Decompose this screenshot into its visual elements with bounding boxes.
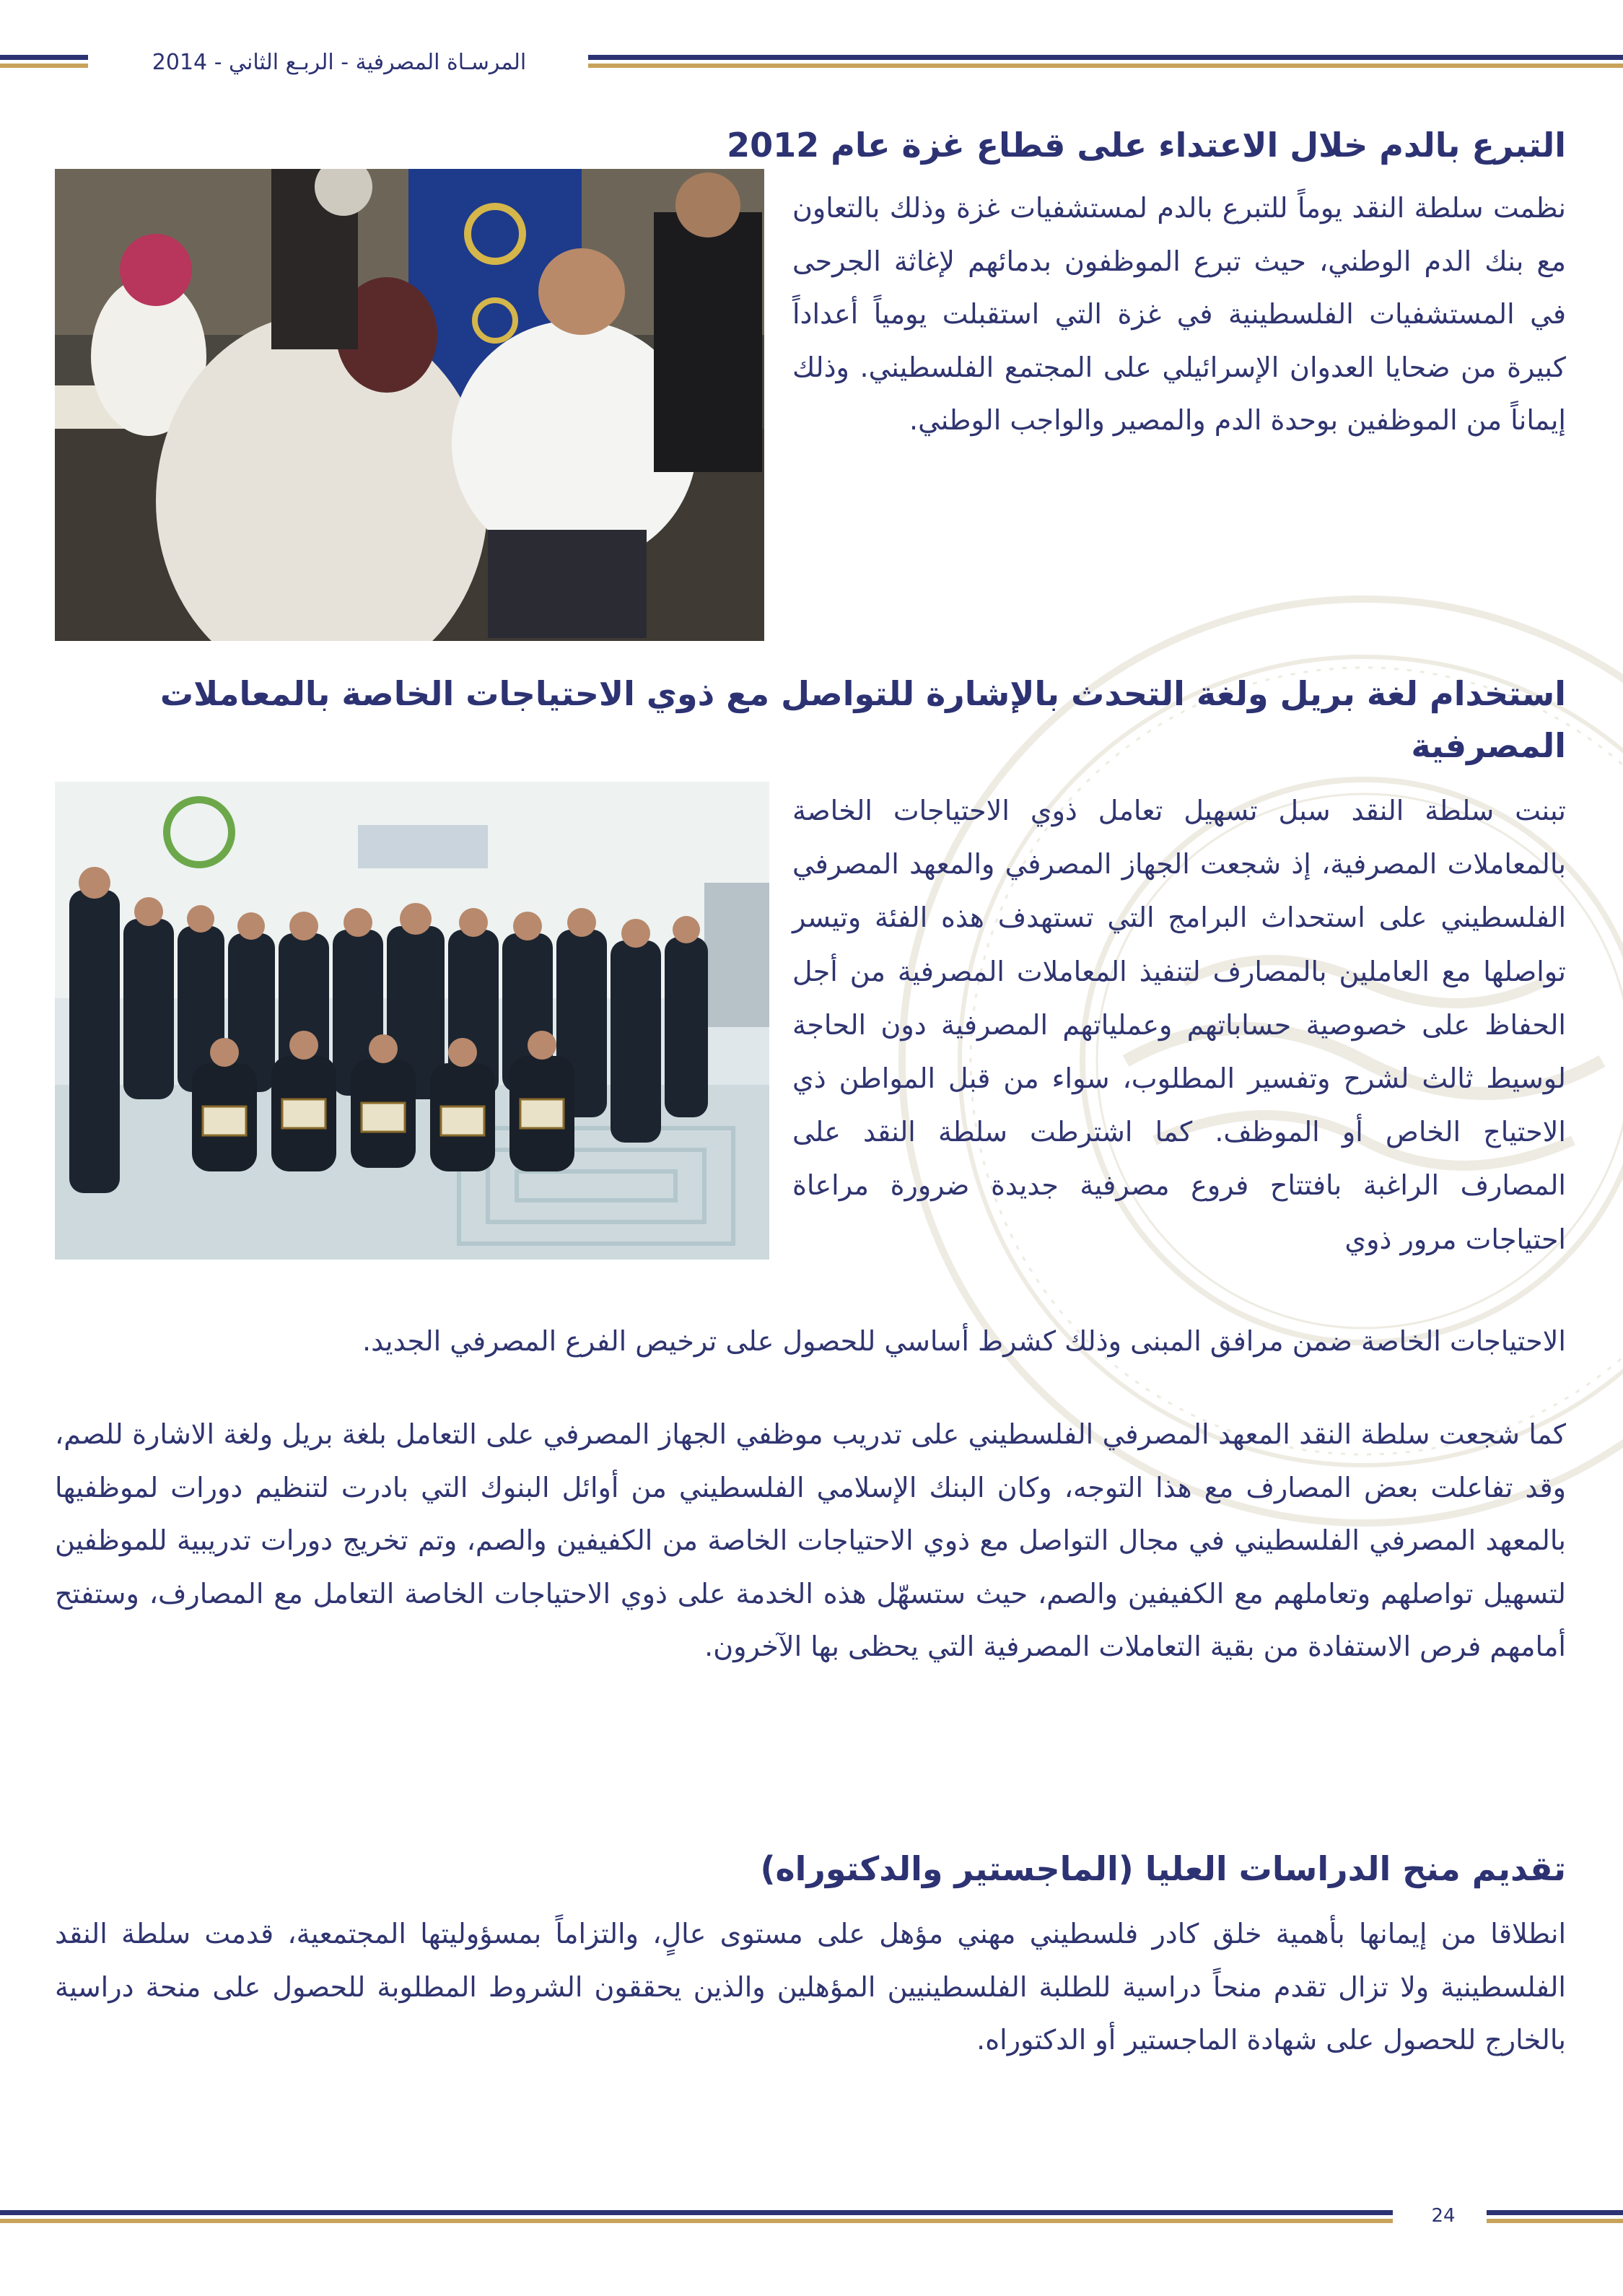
- section-heading-scholarships: تقديم منح الدراسات العليا (الماجستير والدكتوراه): [760, 1849, 1566, 1888]
- blood-donation-photo: [55, 169, 764, 641]
- footer-rule-right: [1487, 2210, 1623, 2215]
- braille-paragraph-continued: الاحتياجات الخاصة ضمن مرافق المبنى وذلك كشرط أساسي للحصول على ترخيص الفرع المصرفي الجديد.: [362, 1325, 1566, 1357]
- header-rule-right: [588, 55, 1623, 60]
- header-rule-right-gold: [588, 64, 1623, 68]
- braille-ceremony-photo: [55, 782, 769, 1260]
- braille-training-paragraph: كما شجعت سلطة النقد المعهد المصرفي الفلسطيني على تدريب موظفي الجهاز المصرفي على التعامل بلغة بريل ولغة الاشارة للصم، وقد تفاعلت بعض المصارف مع هذا التوجه، وكان البنك الإسلامي الفلسطيني من أوائل البنوك التي بادرت لتنظيم دورات لموظفيها بالمعهد المصرفي الفلسطيني في مجال التواصل مع ذوي الاحتياجات الخاصة من الكفيفين والصم، وتم تخريج دورات تدريبية للموظفين لتسهيل تواصلهم وتعاملهم مع الكفيفين والصم، حيث ستسهّل هذه الخدمة على ذوي الاحتياجات الخاصة التعامل مع المصارف، وستفتح أمامهم فرص الاستفادة من بقية التعاملات المصرفية التي يحظى بها الآخرون.: [55, 1418, 1566, 1662]
- running-header: المرسـاة المصرفية - الربـع الثاني - 2014: [152, 50, 527, 75]
- braille-paragraph: تبنت سلطة النقد سبل تسهيل تعامل ذوي الاحتياجات الخاصة بالمعاملات المصرفية، إذ شجعت الجهاز المصرفي والمعهد المصرفي الفلسطيني على استحداث البرامج التي تستهدف هذه الفئة وتيسر تواصلها مع العاملين بالمصارف لتنفيذ المعاملات المصرفية من أجل الحفاظ على خصوصية حساباتهم وعملياتهم المصرفية دون الحاجة لوسيط ثالث لشرح وتفسير المطلوب، سواء من قبل المواطن ذي الاحتياج الخاص أو الموظف. كما اشترطت سلطة النقد على المصارف الراغبة بافتتاح فروع مصرفية جديدة ضرورة مراعاة احتياجات مرور ذوي: [792, 795, 1566, 1255]
- footer-rule-left: [0, 2210, 1393, 2215]
- footer-rule-left-gold: [0, 2219, 1393, 2223]
- scholarships-paragraph: انطلاقا من إيمانها بأهمية خلق كادر فلسطيني مهني مؤهل على مستوى عالٍ، والتزاماً بمسؤوليتها المجتمعية، قدمت سلطة النقد الفلسطينية ولا تزال تقدم منحاً دراسية للطلبة الفلسطينيين المؤهلين والذين يحققون الشروط المطلوبة للحصول على منحة دراسية بالخارج للحصول على شهادة الماجستير أو الدكتوراه.: [55, 1918, 1566, 2056]
- page-number: 24: [1431, 2205, 1456, 2227]
- footer-rule-right-gold: [1487, 2219, 1623, 2223]
- header-rule-left: [0, 55, 88, 60]
- header-rule-left-gold: [0, 64, 88, 68]
- blood-donation-paragraph: نظمت سلطة النقد يوماً للتبرع بالدم لمستشفيات غزة وذلك بالتعاون مع بنك الدم الوطني، حيث تبرع الموظفون بدمائهم لإغاثة الجرحى في المستشفيات الفلسطينية في غزة التي استقبلت يومياً أعداداً كبيرة من ضحايا العدوان الإسرائيلي على المجتمع الفلسطيني. وذلك إيماناً من الموظفين بوحدة الدم والمصير والواجب الوطني.: [792, 192, 1566, 436]
- section-heading-braille: استخدام لغة بريل ولغة التحدث بالإشارة للتواصل مع ذوي الاحتياجات الخاصة بالمعاملات المصرفية: [159, 674, 1566, 765]
- section-heading-blood-donation: التبرع بالدم خلال الاعتداء على قطاع غزة عام 2012: [727, 126, 1566, 165]
